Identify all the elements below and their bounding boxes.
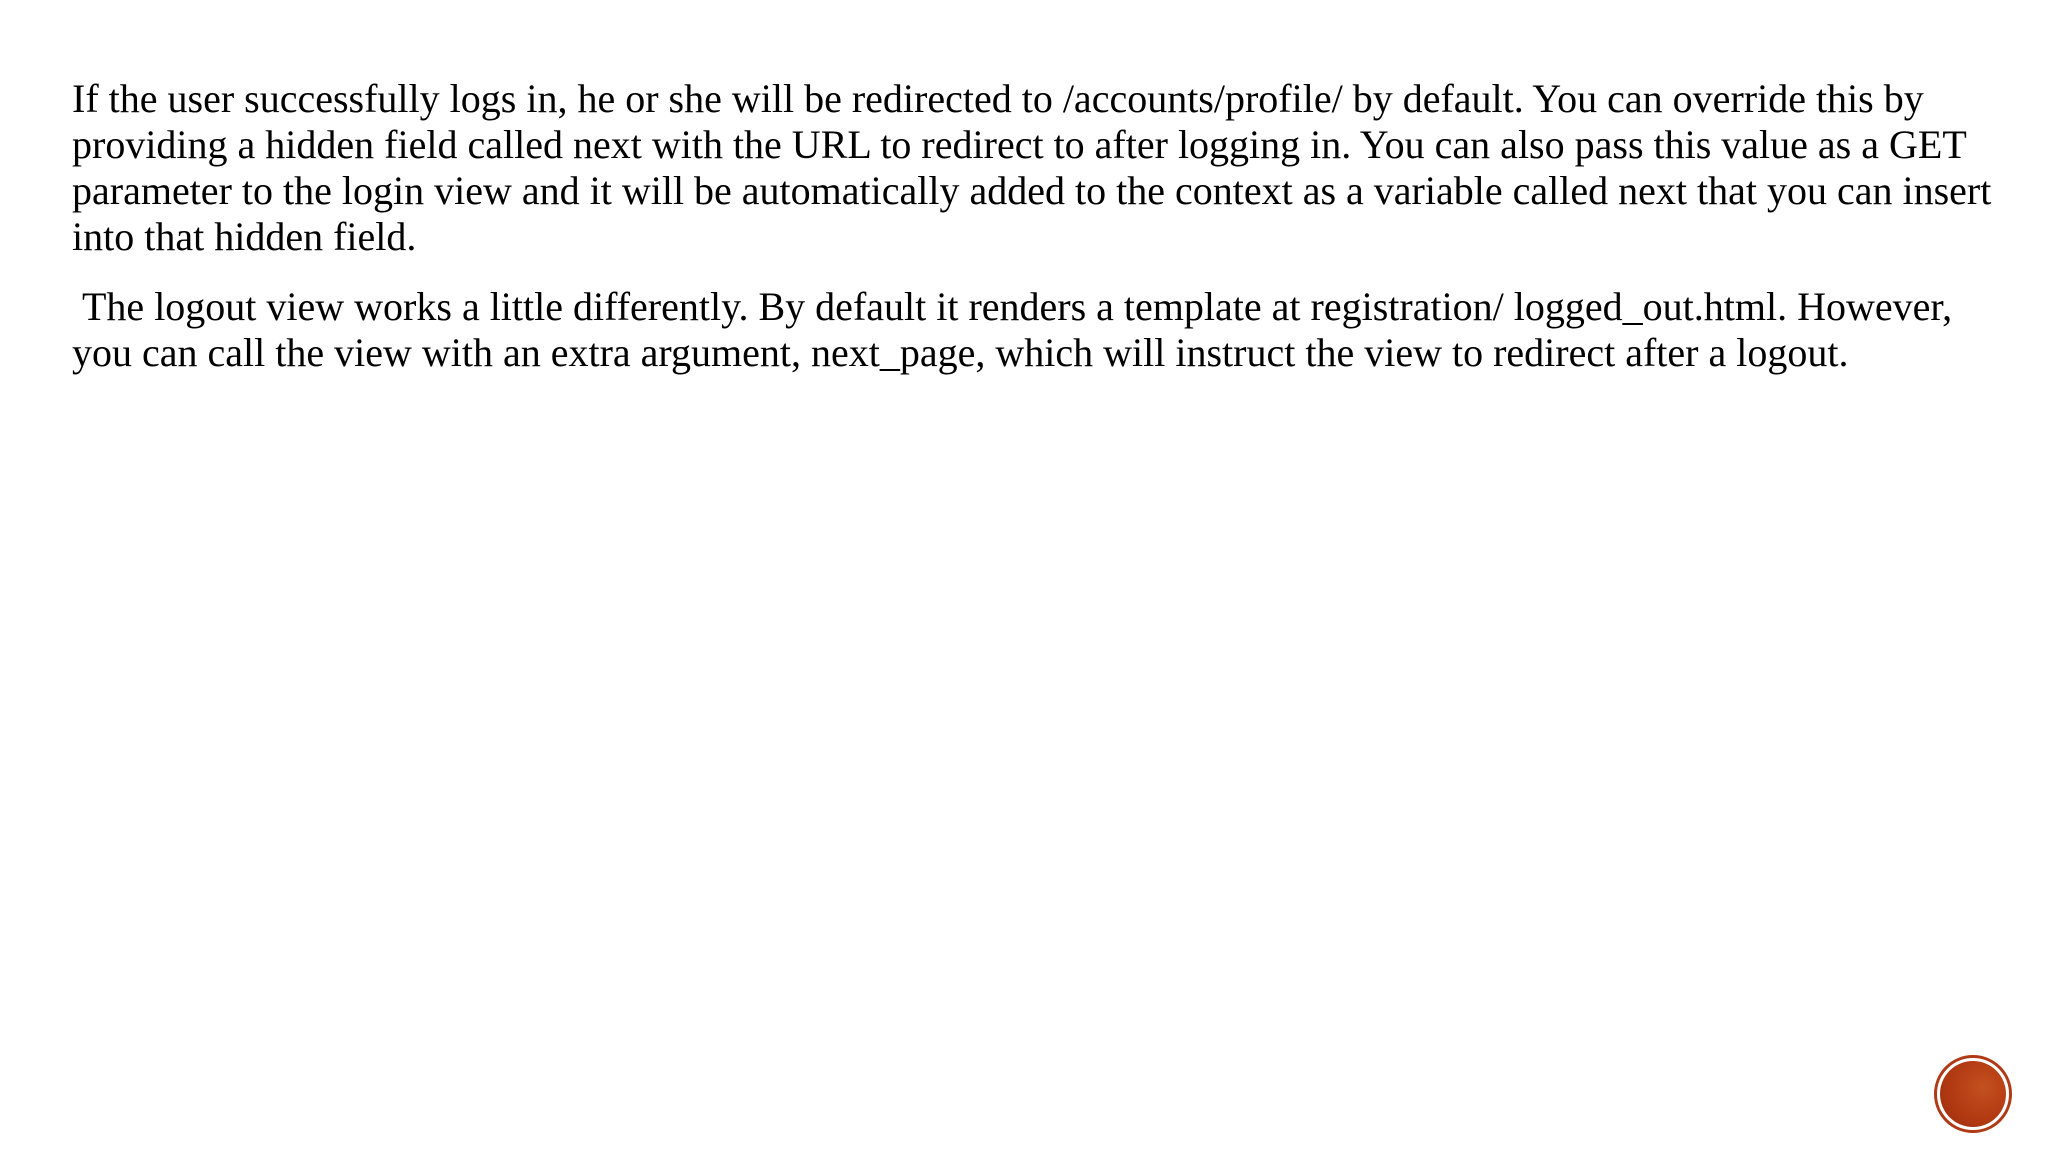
slide-body [72,76,2002,400]
paragraph-login-redirect: If the user successfully logs in, he or she will be redirected to /accounts/profile/ by default. You can override this by providing a hidden field called next with the URL to redirect to after logging in. You can also pass this value as a GET parameter to the login view and it will be automatically added to the context as a variable called next that you can insert into that hidden field. [72,76,2002,259]
slide-circle-badge-fill [1940,1061,2006,1127]
paragraph-logout-view: The logout view works a little differently. By default it renders a template at registration/ logged_out.html. However, you can call the view with an extra argument, next_page, which will instruct the view to redirect after a logout. [72,284,1963,375]
slide-circle-badge-icon [1934,1055,2012,1133]
